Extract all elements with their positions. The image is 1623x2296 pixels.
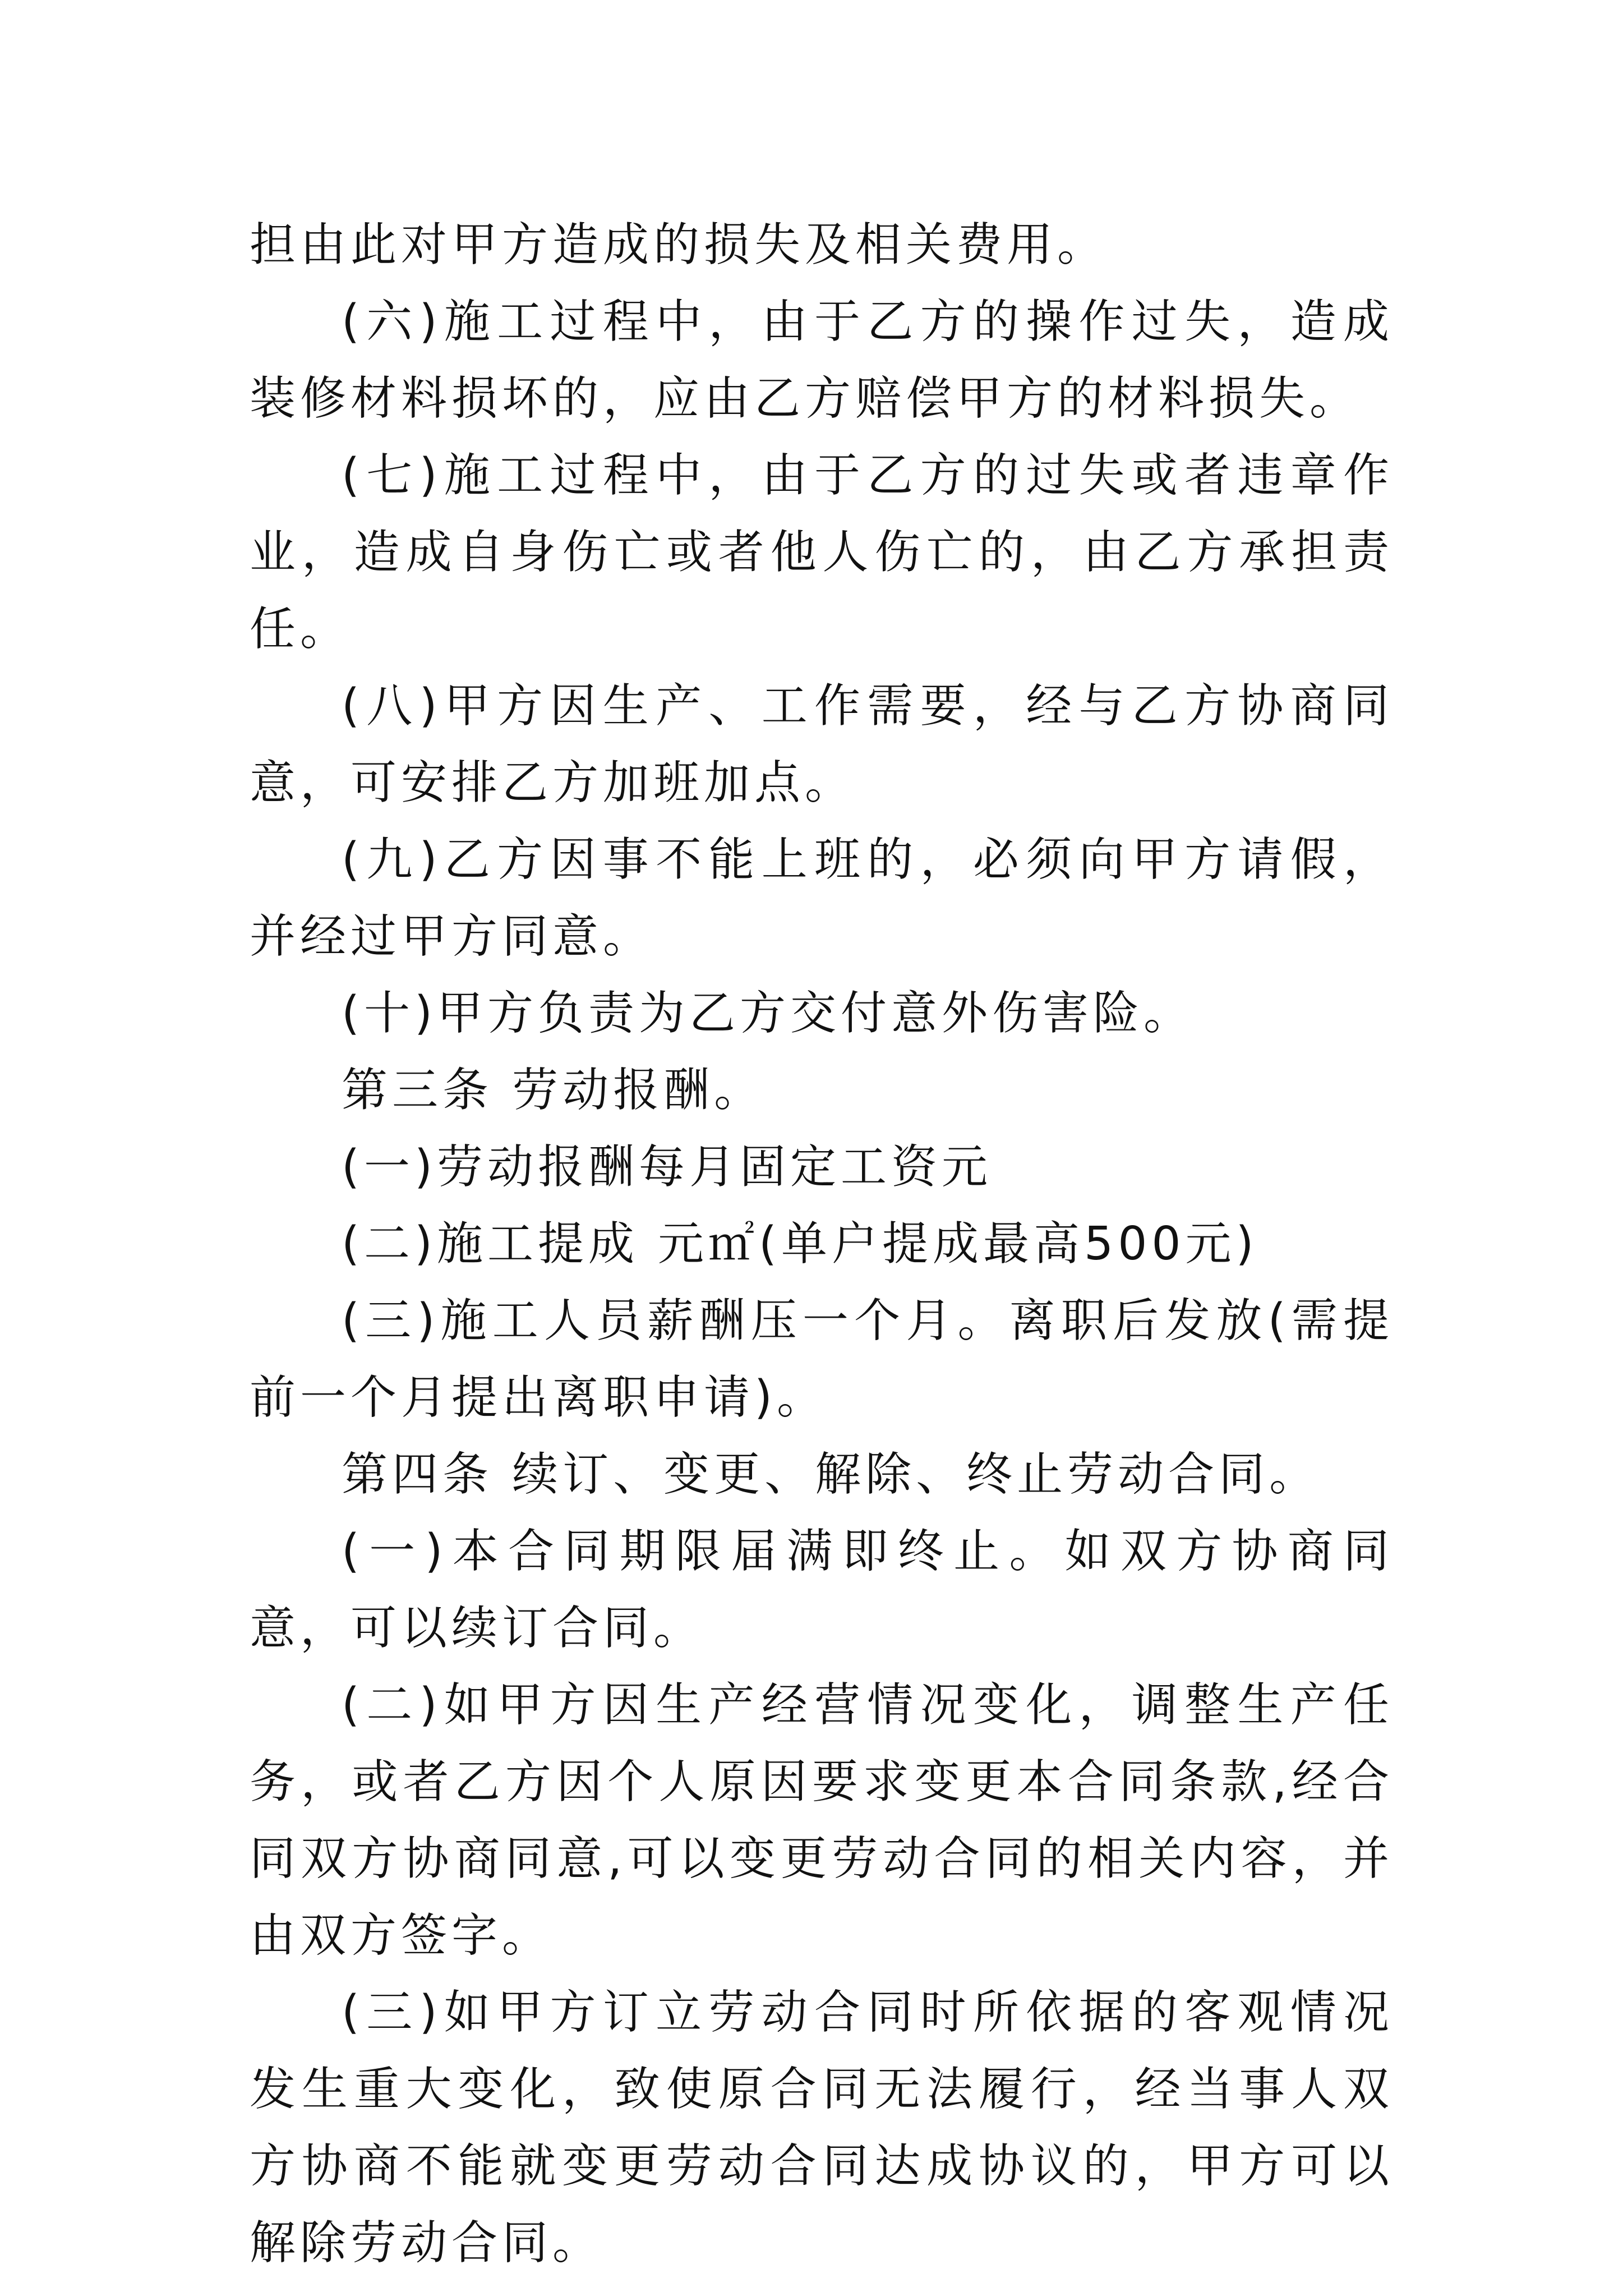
paragraph-2: (六)施工过程中，由于乙方的操作过失，造成装修材料损坏的，应由乙方赔偿甲方的材料损失。 xyxy=(250,295,1394,425)
article-4-heading: 第四条 续订、变更、解除、终止劳动合同。 xyxy=(342,1448,1320,1501)
paragraph-12: (一)本合同期限届满即终止。如双方协商同意，可以续订合同。 xyxy=(250,1525,1394,1655)
article-3-heading: 第三条 劳动报酬。 xyxy=(342,1064,765,1117)
paragraph-9: (二)施工提成 元㎡(单户提成最高500元) xyxy=(342,1217,1258,1271)
paragraph-13: (二)如甲方因生产经营情况变化，调整生产任务，或者乙方因个人原因要求变更本合同条款,经合同双方协商同意,可以变更劳动合同的相关内容，并由双方签字。 xyxy=(250,1678,1394,1962)
paragraph-5: (九)乙方因事不能上班的，必须向甲方请假，并经过甲方同意。 xyxy=(250,833,1394,963)
paragraph-14: (三)如甲方订立劳动合同时所依据的客观情况发生重大变化，致使原合同无法履行，经当事人双方协商不能就变更劳动合同达成协议的，甲方可以解除劳动合同。 xyxy=(250,1986,1394,2270)
paragraph-6: (十)甲方负责为乙方交付意外伤害险。 xyxy=(342,987,1194,1040)
paragraph-1: 担由此对甲方造成的损失及相关费用。 xyxy=(250,218,1108,272)
paragraph-4: (八)甲方因生产、工作需要，经与乙方协商同意，可安排乙方加班加点。 xyxy=(250,679,1394,809)
document-body xyxy=(250,206,1394,2281)
paragraph-8: (一)劳动报酬每月固定工资元 xyxy=(342,1140,992,1194)
paragraph-10: (三)施工人员薪酬压一个月。离职后发放(需提前一个月提出离职申请)。 xyxy=(250,1294,1394,1424)
paragraph-3: (七)施工过程中，由于乙方的过失或者违章作业，造成自身伤亡或者他人伤亡的，由乙方承担责任。 xyxy=(250,449,1394,656)
